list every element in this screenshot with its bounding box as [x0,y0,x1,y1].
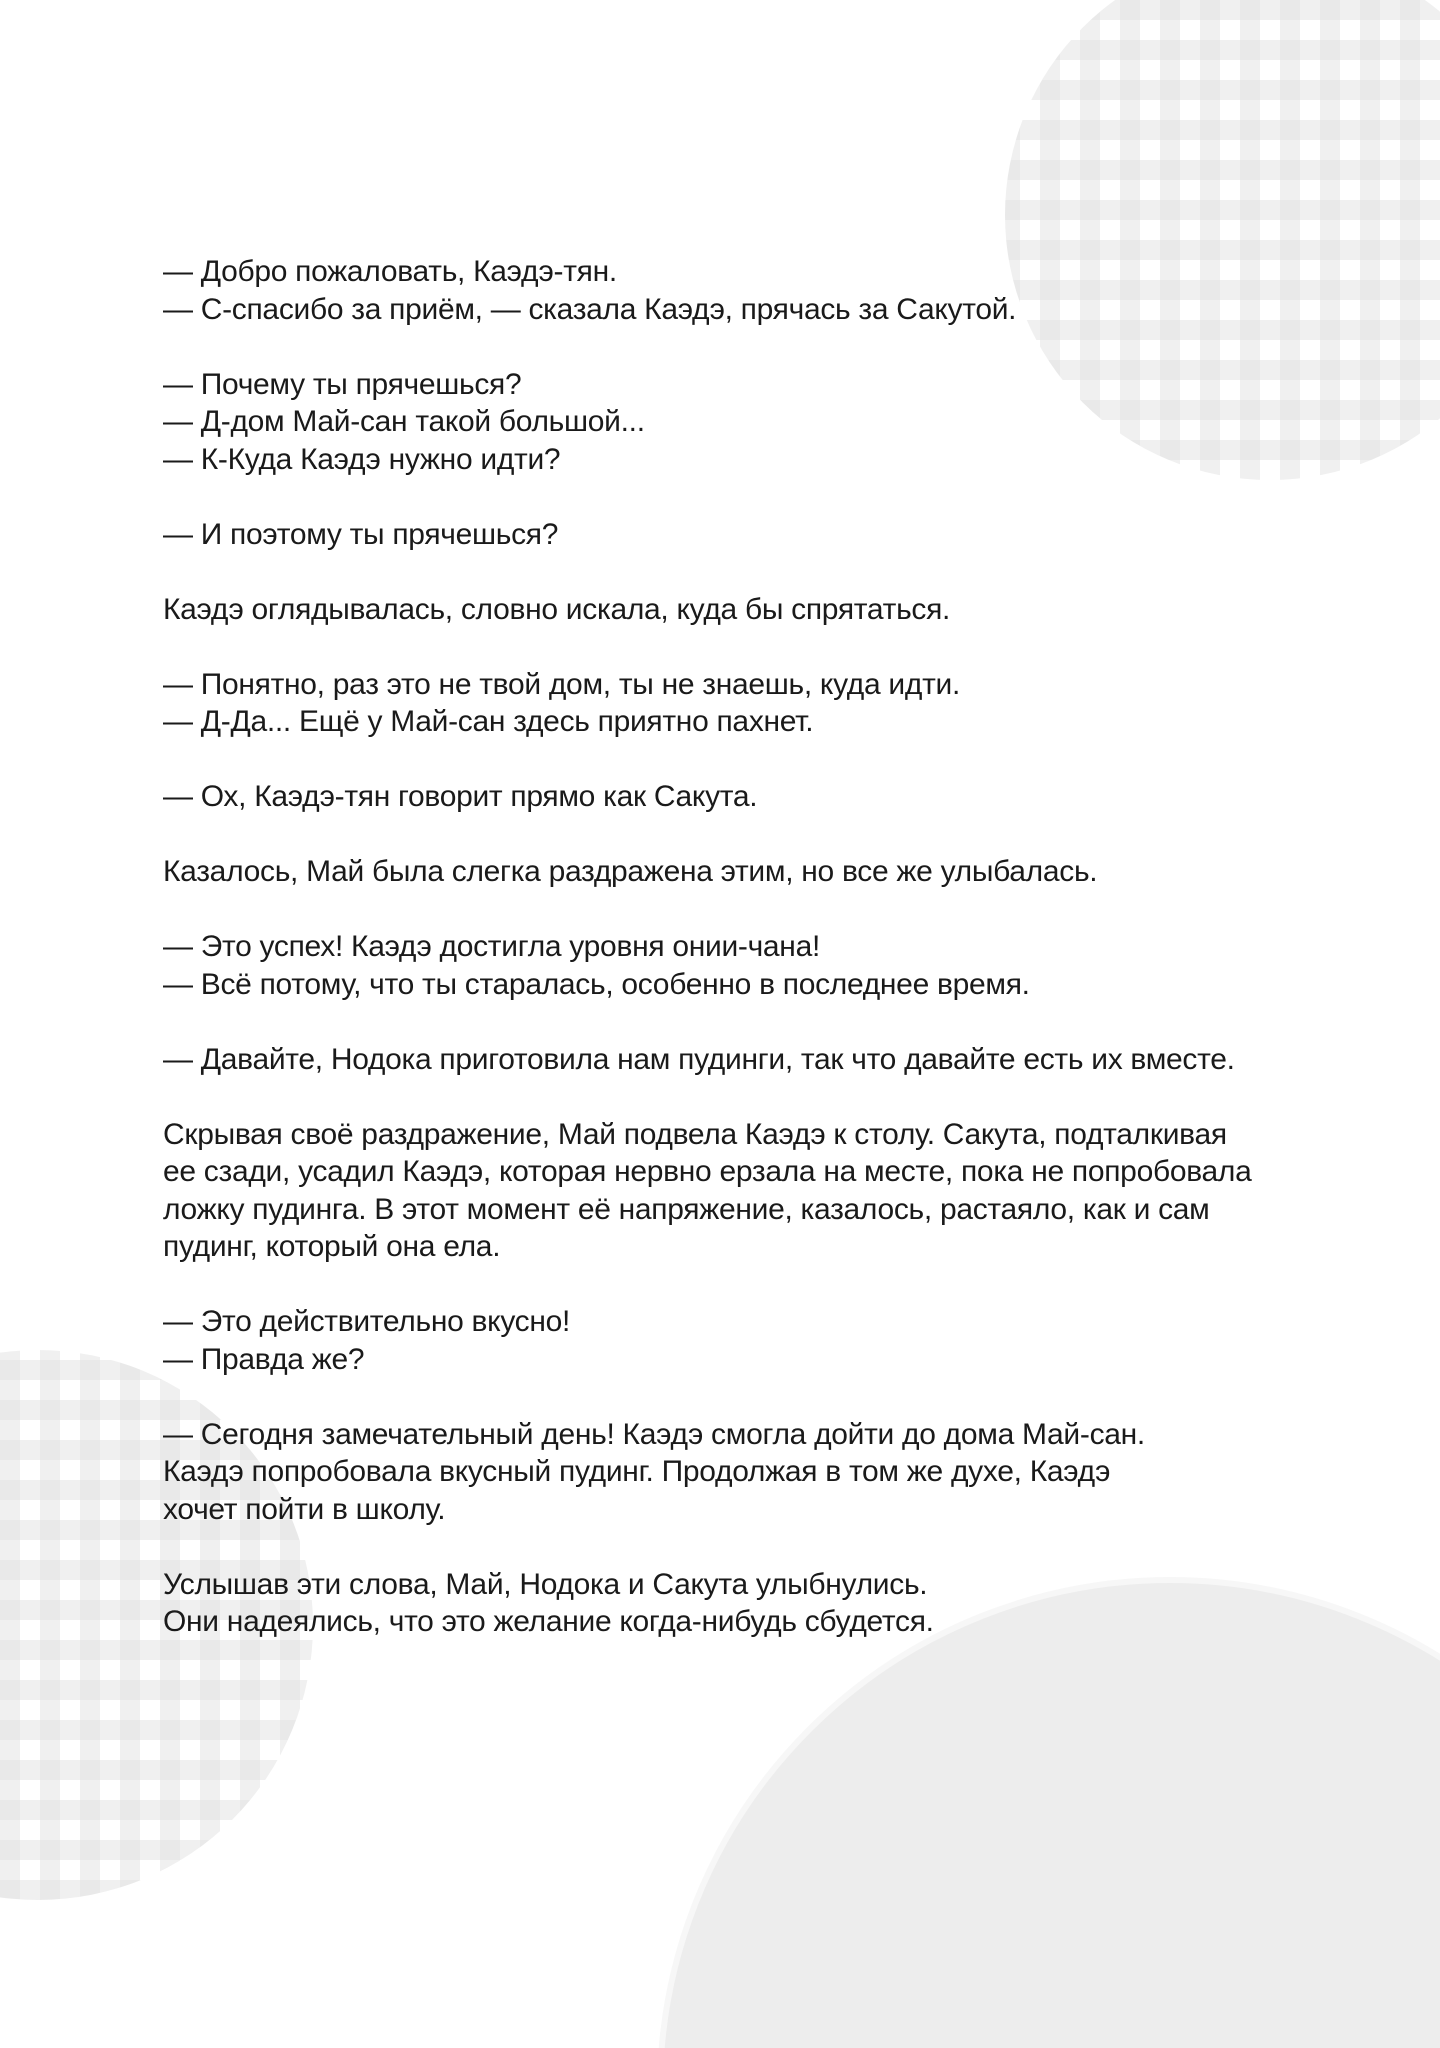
text-line: — И поэтому ты прячешься? [163,517,559,551]
paragraph [163,253,1303,328]
paragraph [163,591,1303,629]
paragraph [163,1116,1303,1266]
paragraph [163,516,1303,554]
text-line: — Правда же? [163,1342,365,1376]
text-line: пудинг, который она ела. [163,1230,501,1263]
text-line: Каэдэ попробовала вкусный пудинг. Продолжая в том же духе, Каэдэ [163,1455,1111,1488]
paragraph [163,1566,1303,1641]
paragraph [163,1416,1303,1529]
text-line: — Это успех! Каэдэ достигла уровня онии-чана! [163,930,820,963]
text-line: — Почему ты прячешься? [163,367,522,401]
text-line: Они надеялись, что это желание когда-нибудь сбудется. [163,1605,934,1638]
text-line: — Ох, Каэдэ-тян говорит прямо как Сакута. [163,780,758,813]
text-line: — Д-Да... Ещё у Май-сан здесь приятно пахнет. [163,705,814,738]
text-line: — Давайте, Нодока приготовила нам пудинги, так что давайте есть их вместе. [163,1042,1235,1076]
text-line: — Сегодня замечательный день! Каэдэ смогла дойти до дома Май-сан. [163,1417,1145,1451]
text-line: — Понятно, раз это не твой дом, ты не знаешь, куда идти. [163,667,961,701]
text-line: ложку пудинга. В этот момент её напряжение, казалось, растаяло, как и сам [163,1192,1210,1226]
paragraph [163,366,1303,479]
text-line: — Это действительно вкусно! [163,1305,571,1338]
paragraph [163,666,1303,741]
paragraph [163,853,1303,891]
text-line: Услышав эти слова, Май, Нодока и Сакута улыбнулись. [163,1567,928,1601]
text-line: — Добро пожаловать, Каэдэ-тян. [163,255,617,288]
text-line: — Д-дом Май-сан такой большой... [163,405,645,438]
text-line: Каэдэ оглядывалась, словно искала, куда бы спрятаться. [163,592,951,626]
paragraph [163,928,1303,1003]
text-line: Казалось, Май была слегка раздражена этим, но все же улыбалась. [163,855,1098,888]
text-line: — К-Куда Каэдэ нужно идти? [163,442,561,476]
text-line: ее сзади, усадил Каэдэ, которая нервно ерзала на месте, пока не попробовала [163,1155,1252,1188]
paragraph [163,778,1303,816]
text-line: — С-спасибо за приём, — сказала Каэдэ, прячась за Сакутой. [163,292,1017,326]
text-line: — Всё потому, что ты старалась, особенно в последнее время. [163,967,1030,1001]
text-line: хочет пойти в школу. [163,1492,446,1526]
paragraph [163,1303,1303,1378]
text-line: Скрывая своё раздражение, Май подвела Каэдэ к столу. Сакута, подталкивая [163,1117,1227,1151]
story-text [163,253,1303,1678]
paragraph [163,1041,1303,1079]
